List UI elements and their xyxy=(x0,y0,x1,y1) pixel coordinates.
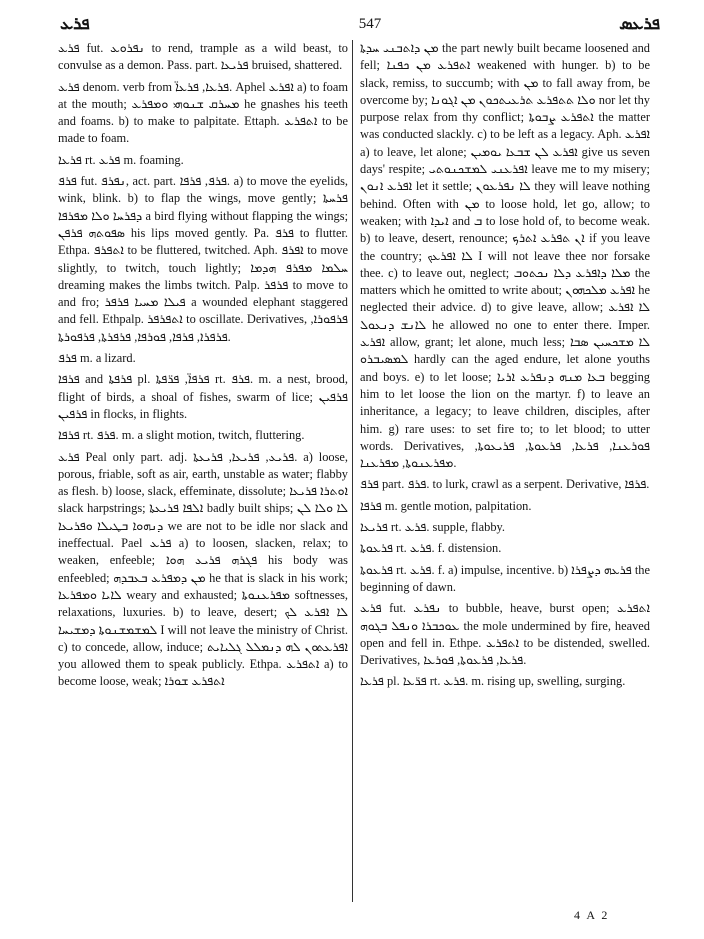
dictionary-entry: ܦܪܥܘܬܐ rt. ܦܪܥ. f. a) impulse, incentive. b) ܦܪܥܗ ܕܨܦܪܐ the beginning of dawn. xyxy=(360,562,650,594)
dictionary-entry: ܦܪܥܐ rt. ܦܪܥ m. foaming. xyxy=(58,152,184,167)
header-right-word: ܦܪܥܣ xyxy=(619,14,660,34)
dictionary-entry: ܡܢ ܕܐܬܒܢܝ ܚܕܬܐ the part newly built became loosened and fell; ܐܬܦܪܥ ܡܢ ܟܦܢܐ weakened with hunger. b) to be slack, remiss, to succumb; with ܡܢ to fall away from, be overcome by; ܘܠܐ ܬܬܦܪܥ ܬܪܥܝܬܟܘܢ ܡܢ ܐܓܘܢܐ nor let thy purpose relax from thy conflict; ܐܬܦܪܥ ܨܒܘܬܐ the matter was conducted slackly. c) to be left as a legacy. Aph. ܐܦܪܥ a) to leave, let alone; ܐܦܪܥ ܠܢ ܫܒܥܐ ܝܘܡܝܢ give us seven days' respite; ܐܦܪܥܢܝ ܠܡܫܟܢܘܬܝ leave me to my misery; ܐܦܪܥ ܐܢܘܢ let it settle; ܠܐ ܢܦܪܥܘܢ they will leave nothing behind. Often with ܡܢ to loose hold, let go, allow; to weaken; with ܐܝܕܐ and ܒ to lose hold of, to become weak. b) to leave, desert, renounce; ܐܢ ܬܦܪܥ ܐܬܪܟ if you leave the country; ܠܐ ܐܦܪܥܟ I will not leave thee nor forsake thee. c) to leave out, neglect; ܡܠܐ ܕܐܦܪܥ ܕܠܐ ܢܟܬܘܒ the matters which he omitted to write about; ܐܦܪܥ ܡܠܟܗܘܢ he neglected their advice. d) to give leave, allow; ܠܐ ܐܦܪܥ ܠܐܢܫ ܕܢܥܘܠ he allowed no one to enter there. Imper. ܐܦܪܥ allow, grant; let alone, much less; ܠܐ ܡܫܟܚܝܢ ܣܒܐ ܠܡܣܝܒܪܘ hardly can the aged endure, let alone youths and boys. e) to let loose; ܒܥܐ ܡܢܗ ܕܢܦܪܥ ܐܪܝܐ begging him to let loose the lion on the martyr. f) to leave an inheritance, a legacy; to leave children, disciples, after him. g) rare uses: to set fire to; to let blood; to utter words. Derivatives, ܦܘܪܥܢܐ, ܦܪܥܐ, ܦܪܥܘܬܐ, ܦܪܝܥܘܬܐ, ܡܦܪܥܢܘܬܐ, ܡܦܪܥܢܐ. xyxy=(360,41,650,471)
dictionary-entry: ܦܪܥܘܬܐ rt. ܦܪܥ. f. distension. xyxy=(360,541,502,556)
dictionary-entry: ܦܪܥ denom. verb from ܦܪܥܐ, ܦܪܥܐ̈. Aphel ܐܦܪܥ a) to foam at the mouth; ܡܚܪܩ ܫܢܘܗܝ ܘܡܦܪܥ he gnashes his teeth and foams. b) to make to palpitate. Ettaph. ܐܬܦܪܥ to be made to foam. xyxy=(58,79,348,146)
signature-mark: 4 A 2 xyxy=(574,908,610,922)
page-header xyxy=(60,14,660,38)
dictionary-entry: ܦܪܥ Peal only part. adj. ܦܪܝܥ, ܦܪܝܥܐ, ܦܪܝܥܬܐ. a) loose, porous, friable, soft as air, earth, unstable as water; flabby as flesh. b) loose, slack, effeminate, dissolute; ܐܘܬܪܐ ܦܪܝܥܐ slack harpstrings; ܐܠܦܐ ܦܪܝܥܬܐ badly built ships; ܠܐ ܘܠܐ ܠܢ ܕܢܗܘܐ ܒܛܝܠܐ ܘܦܪܝܥܐ we are not to be idle nor slack and ineffectual. Pael ܦܪܥ a) to loosen, slacken, relax; to weaken, enfeeble; ܦܓܪܗ ܦܪܝܥ ܗܘܐ his body was enfeebled; ܡܢ ܕܡܦܪܥ ܒܥܒܕܗ he that is slack in his work; ܠܐܝܐ ܘܡܦܪܥܐ weary and exhausted; ܡܦܪܥܢܘܬܐ softnesses, relaxations, luxuries. b) to leave, desert; ܠܐ ܐܦܪܥ ܠܟ ܠܡܫܡܫܢܘܬܐ ܕܡܫܝܚܐ I will not leave the ministry of Christ. c) to concede, allow, induce; ܐܦܪܥܬܘܢ ܠܗ ܕܢܡܠܠ ܓܠܝܐܝܬ you allowed them to speak publicly. Ethpa. ܐܬܦܪܥ a) to become loose, weak; ܐܬܦܪܥ ܫܘܪܐ xyxy=(58,449,348,689)
dictionary-entry: ܦܪܥ fut. ܢܦܪܘܥ to rend, trample as a wild beast, to convulse as a demon. Pass. part. ܦܪܝܥܐ bruised, shattered. xyxy=(58,41,348,73)
dictionary-entry: ܦܪܥܐ pl. ܦܪ̈ܥܐ rt. ܦܪܥ. m. rising up, swelling, surging. xyxy=(360,674,626,689)
dictionary-entry: ܦܪܦ part. ܦܪܦ. to lurk, crawl as a serpent. Derivative, ܦܪܦܐ. xyxy=(360,477,650,492)
header-left-word: ܦܪܥ xyxy=(60,14,90,34)
column-divider xyxy=(352,40,353,902)
dictionary-entry: ܦܪܦܐ and ܦܪܦܬܐ pl. ܦܪܦܐ̈, ܦܪ̈ܦܬܐ rt. ܦܪܦ. m. a nest, brood, flight of birds, a shoal of fishes, swarm of lice; ܦܪܦܝܢ ܦܪܦܝܢ in flocks, in flights. xyxy=(58,372,348,421)
page-number: 547 xyxy=(358,16,382,32)
dictionary-entry: ܦܪܦܐ m. gentle motion, palpitation. xyxy=(360,498,532,513)
dictionary-entry: ܦܪܥ fut. ܢܦܪܥ to bubble, heave, burst open; ܐܬܦܪܥ ܥܘܟܒܪܐ ܘܢܦܠ ܒܓܘܗ the mole undermined by fire, heaved open and fell in. Ethpe. ܐܬܦܪܥ to be distended, swelled. Derivatives, ܦܪܥܐ, ܦܪܥܘܬܐ, ܦܘܪܥܐ. xyxy=(360,601,650,668)
dictionary-entry: ܦܪܦ m. a lizard. xyxy=(58,351,136,366)
dictionary-entry: ܦܪܝܥܐ rt. ܦܪܥ. supple, flabby. xyxy=(360,520,505,535)
right-column xyxy=(360,40,650,900)
dictionary-entry: ܦܪܦܐ rt. ܦܪܦ. m. a slight motion, twitch, fluttering. xyxy=(58,428,305,443)
left-column xyxy=(58,40,348,900)
dictionary-entry: ܦܪܦ fut. ܢܦܪܦ, act. part. ܦܪܦ, ܦܪܦܐ. a) to move the eyelids, wink, blink. b) to flap the wings, move gently; ܦܪܚܬܐ ܕܦܪܚܐ ܘܠܐ ܡܦܪܦܐ a bird flying without flapping the wings; ܣܦܘܬܗ ܦܪܦܢ his lips moved gently. Pa. ܦܪܦ to flutter. Ethpa. ܐܬܦܪܦ to be fluttered, twitched. Aph. ܐܦܪܦ to move slightly, to twitch, touch lightly; ܚܠܡܐ ܡܦܪܦ ܗܕܡܐ dreaming makes the limbs twitch. Palp. ܦܪܦܪ to move to and fro; ܦܝܠܐ ܡܚܝܐ ܦܪܦܪ a wounded elephant staggered and fell. Ethpalp. ܐܬܦܪܦܪ to oscillate. Derivatives, ܦܪܦܘܪܐ, ܦܪܦܪܐ, ܦܪܦܐ, ܦܘܪܦܐ, ܦܪܦܪܬܐ, ܦܪܦܘܪܬܐ. xyxy=(58,174,348,344)
